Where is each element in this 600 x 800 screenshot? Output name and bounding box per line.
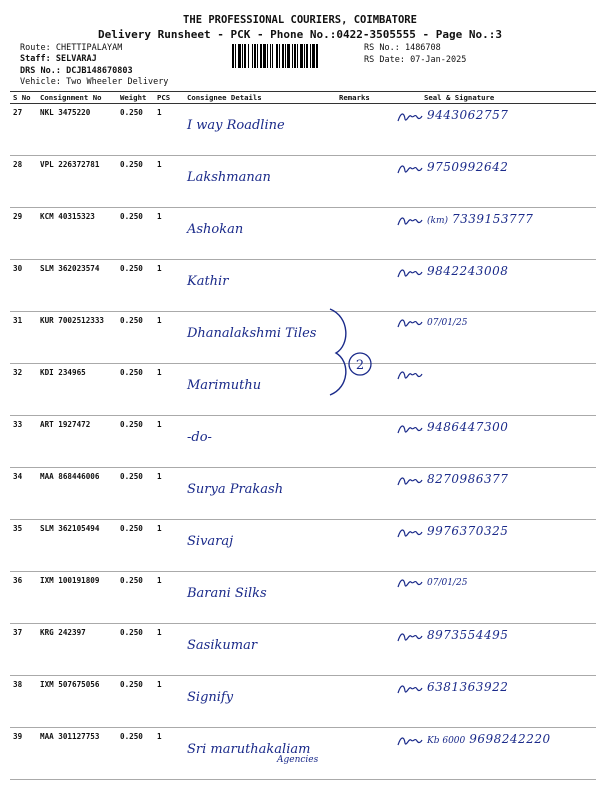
consignee-name: Sasikumar (187, 638, 258, 653)
row-remarks (336, 260, 394, 312)
row-signature (394, 572, 596, 624)
rs-date-label: RS Date: (364, 55, 405, 65)
row-weight: 0.250 (117, 312, 154, 364)
row-signature (394, 364, 596, 416)
row-consignment-no: MAA 868446006 (37, 468, 117, 520)
row-pcs: 1 (154, 468, 184, 520)
signature-phone: 9750992642 (427, 160, 509, 174)
table-row (10, 364, 596, 416)
signature-phone: 9486447300 (427, 420, 509, 434)
runsheet-subtitle: Delivery Runsheet - PCK - Phone No.:0422-3505555 - Page No.:3 (98, 28, 502, 41)
row-consignment-no: MAA 301127753 (37, 728, 117, 780)
col-consignment: Consignment No (37, 92, 117, 104)
row-weight: 0.250 (117, 520, 154, 572)
row-remarks (336, 416, 394, 468)
row-consignee (184, 572, 336, 624)
row-weight: 0.250 (117, 728, 154, 780)
drs-label: DRS No.: (20, 66, 61, 76)
table-row (10, 676, 596, 728)
table-row (10, 156, 596, 208)
table-header-row (10, 92, 596, 104)
row-signature (394, 520, 596, 572)
signature-phone: 8973554495 (427, 628, 509, 642)
signature-phone: 9443062757 (427, 108, 509, 122)
row-consignment-no: ART 1927472 (37, 416, 117, 468)
consignee-name: Barani Silks (187, 586, 267, 601)
row-pcs: 1 (154, 676, 184, 728)
vehicle-line (20, 77, 168, 88)
row-remarks (336, 104, 394, 156)
row-consignment-no: IXM 507675056 (37, 676, 117, 728)
row-pcs: 1 (154, 624, 184, 676)
row-sno: 27 (10, 104, 37, 156)
signature-scrawl (397, 576, 423, 590)
consignee-name: Signify (187, 690, 234, 705)
row-weight: 0.250 (117, 260, 154, 312)
row-sno: 38 (10, 676, 37, 728)
signature-scrawl (397, 368, 423, 382)
signature-scrawl (397, 630, 423, 644)
table-row (10, 728, 596, 780)
signature-scrawl (397, 526, 423, 540)
row-sno: 29 (10, 208, 37, 260)
col-sno: S No (10, 92, 37, 104)
row-sno: 39 (10, 728, 37, 780)
table-row (10, 468, 596, 520)
row-consignment-no: SLM 362105494 (37, 520, 117, 572)
row-weight: 0.250 (117, 364, 154, 416)
consignee-name: -do- (187, 430, 212, 445)
row-consignment-no: IXM 100191809 (37, 572, 117, 624)
row-consignee (184, 312, 336, 364)
row-sno: 35 (10, 520, 37, 572)
row-weight: 0.250 (117, 208, 154, 260)
signature-phone: 7339153777 (452, 212, 534, 226)
col-weight: Weight (117, 92, 154, 104)
rs-no-value: 1486708 (404, 43, 441, 53)
signature-phone: 9698242220 (469, 732, 551, 746)
signature-note: 07/01/25 (427, 318, 468, 328)
signature-scrawl (397, 682, 423, 696)
drs-value: DCJB148670803 (66, 66, 133, 76)
col-signature: Seal & Signature (394, 92, 596, 104)
signature-note: (km) (427, 216, 449, 226)
row-consignment-no: KCM 40315323 (37, 208, 117, 260)
row-pcs: 1 (154, 416, 184, 468)
row-sno: 34 (10, 468, 37, 520)
consignee-name: Marimuthu (187, 378, 262, 393)
consignee-name: Kathir (187, 274, 229, 289)
consignee-name: Ashokan (187, 222, 244, 237)
signature-note: Kb 6000 (427, 736, 466, 746)
row-signature (394, 416, 596, 468)
row-weight: 0.250 (117, 572, 154, 624)
table-row (10, 520, 596, 572)
row-consignee (184, 208, 336, 260)
row-consignee (184, 728, 336, 780)
row-weight: 0.250 (117, 624, 154, 676)
row-consignee (184, 416, 336, 468)
row-weight: 0.250 (117, 416, 154, 468)
route-line (20, 43, 122, 54)
consignee-sub: Agencies (277, 755, 319, 765)
row-consignee (184, 260, 336, 312)
row-signature (394, 208, 596, 260)
vehicle-value: Two Wheeler Delivery (66, 77, 169, 87)
table-row (10, 104, 596, 156)
row-pcs: 1 (154, 728, 184, 780)
row-signature (394, 728, 596, 780)
signature-phone: 9842243008 (427, 264, 509, 278)
consignee-name: Lakshmanan (187, 170, 271, 185)
table-row (10, 416, 596, 468)
row-consignee (184, 520, 336, 572)
drs-line (20, 66, 133, 77)
row-consignee (184, 676, 336, 728)
row-signature (394, 156, 596, 208)
row-pcs: 1 (154, 260, 184, 312)
runsheet-table (10, 91, 596, 780)
row-remarks (336, 572, 394, 624)
row-consignee (184, 364, 336, 416)
signature-scrawl (397, 266, 423, 280)
signature-phone: 6381363922 (427, 680, 509, 694)
row-sno: 37 (10, 624, 37, 676)
rs-date-line (364, 55, 466, 66)
table-row (10, 260, 596, 312)
row-consignment-no: VPL 226372781 (37, 156, 117, 208)
row-pcs: 1 (154, 156, 184, 208)
table-row (10, 624, 596, 676)
row-remarks (336, 624, 394, 676)
staff-value: SELVARAJ (55, 54, 97, 64)
row-remarks (336, 468, 394, 520)
consignee-name: Surya Prakash (187, 482, 284, 497)
row-sno: 28 (10, 156, 37, 208)
col-remarks: Remarks (336, 92, 394, 104)
signature-phone: 9976370325 (427, 524, 509, 538)
row-pcs: 1 (154, 364, 184, 416)
row-remarks (336, 676, 394, 728)
col-consignee: Consignee Details (184, 92, 336, 104)
row-sno: 30 (10, 260, 37, 312)
margin-mark: 2 (355, 358, 365, 373)
row-consignee (184, 104, 336, 156)
route-value: CHETTIPALAYAM (55, 43, 123, 53)
consignee-name: Sri maruthakaliam (187, 742, 311, 757)
row-weight: 0.250 (117, 468, 154, 520)
row-signature (394, 676, 596, 728)
row-signature (394, 260, 596, 312)
signature-scrawl (397, 474, 423, 488)
row-sno: 32 (10, 364, 37, 416)
row-weight: 0.250 (117, 104, 154, 156)
row-signature (394, 312, 596, 364)
signature-scrawl (397, 734, 423, 748)
route-label: Route: (20, 43, 51, 53)
row-pcs: 1 (154, 208, 184, 260)
vehicle-label: Vehicle: (20, 77, 61, 87)
rs-no-line (364, 43, 441, 54)
col-pcs: PCS (154, 92, 184, 104)
staff-line (20, 54, 97, 65)
bracket-mark (322, 307, 382, 397)
row-sno: 31 (10, 312, 37, 364)
row-consignee (184, 468, 336, 520)
row-signature (394, 468, 596, 520)
row-weight: 0.250 (117, 676, 154, 728)
signature-scrawl (397, 316, 423, 330)
company-title: THE PROFESSIONAL COURIERS, COIMBATORE (183, 14, 417, 26)
rs-date-value: 07-Jan-2025 (410, 55, 467, 65)
row-consignment-no: KDI 234965 (37, 364, 117, 416)
row-consignee (184, 156, 336, 208)
row-pcs: 1 (154, 572, 184, 624)
table-row (10, 312, 596, 364)
consignee-name: Sivaraj (187, 534, 234, 549)
row-sno: 36 (10, 572, 37, 624)
row-consignment-no: KRG 242397 (37, 624, 117, 676)
rs-no-label: RS No.: (364, 43, 400, 53)
row-consignment-no: KUR 7002512333 (37, 312, 117, 364)
row-signature (394, 624, 596, 676)
table-row (10, 208, 596, 260)
row-pcs: 1 (154, 104, 184, 156)
signature-scrawl (397, 162, 423, 176)
row-pcs: 1 (154, 520, 184, 572)
row-sno: 33 (10, 416, 37, 468)
row-remarks (336, 520, 394, 572)
signature-phone: 8270986377 (427, 472, 509, 486)
signature-note: 07/01/25 (427, 578, 468, 588)
signature-scrawl (397, 110, 423, 124)
table-row (10, 572, 596, 624)
barcode (232, 44, 356, 68)
consignee-name: I way Roadline (187, 118, 285, 133)
row-consignee (184, 624, 336, 676)
row-consignment-no: SLM 362023574 (37, 260, 117, 312)
consignee-name: Dhanalakshmi Tiles (187, 326, 317, 341)
row-remarks (336, 208, 394, 260)
row-remarks (336, 156, 394, 208)
signature-scrawl (397, 422, 423, 436)
staff-label: Staff: (20, 54, 51, 64)
row-pcs: 1 (154, 312, 184, 364)
row-weight: 0.250 (117, 156, 154, 208)
row-consignment-no: NKL 3475220 (37, 104, 117, 156)
row-signature (394, 104, 596, 156)
signature-scrawl (397, 214, 423, 228)
row-remarks (336, 728, 394, 780)
